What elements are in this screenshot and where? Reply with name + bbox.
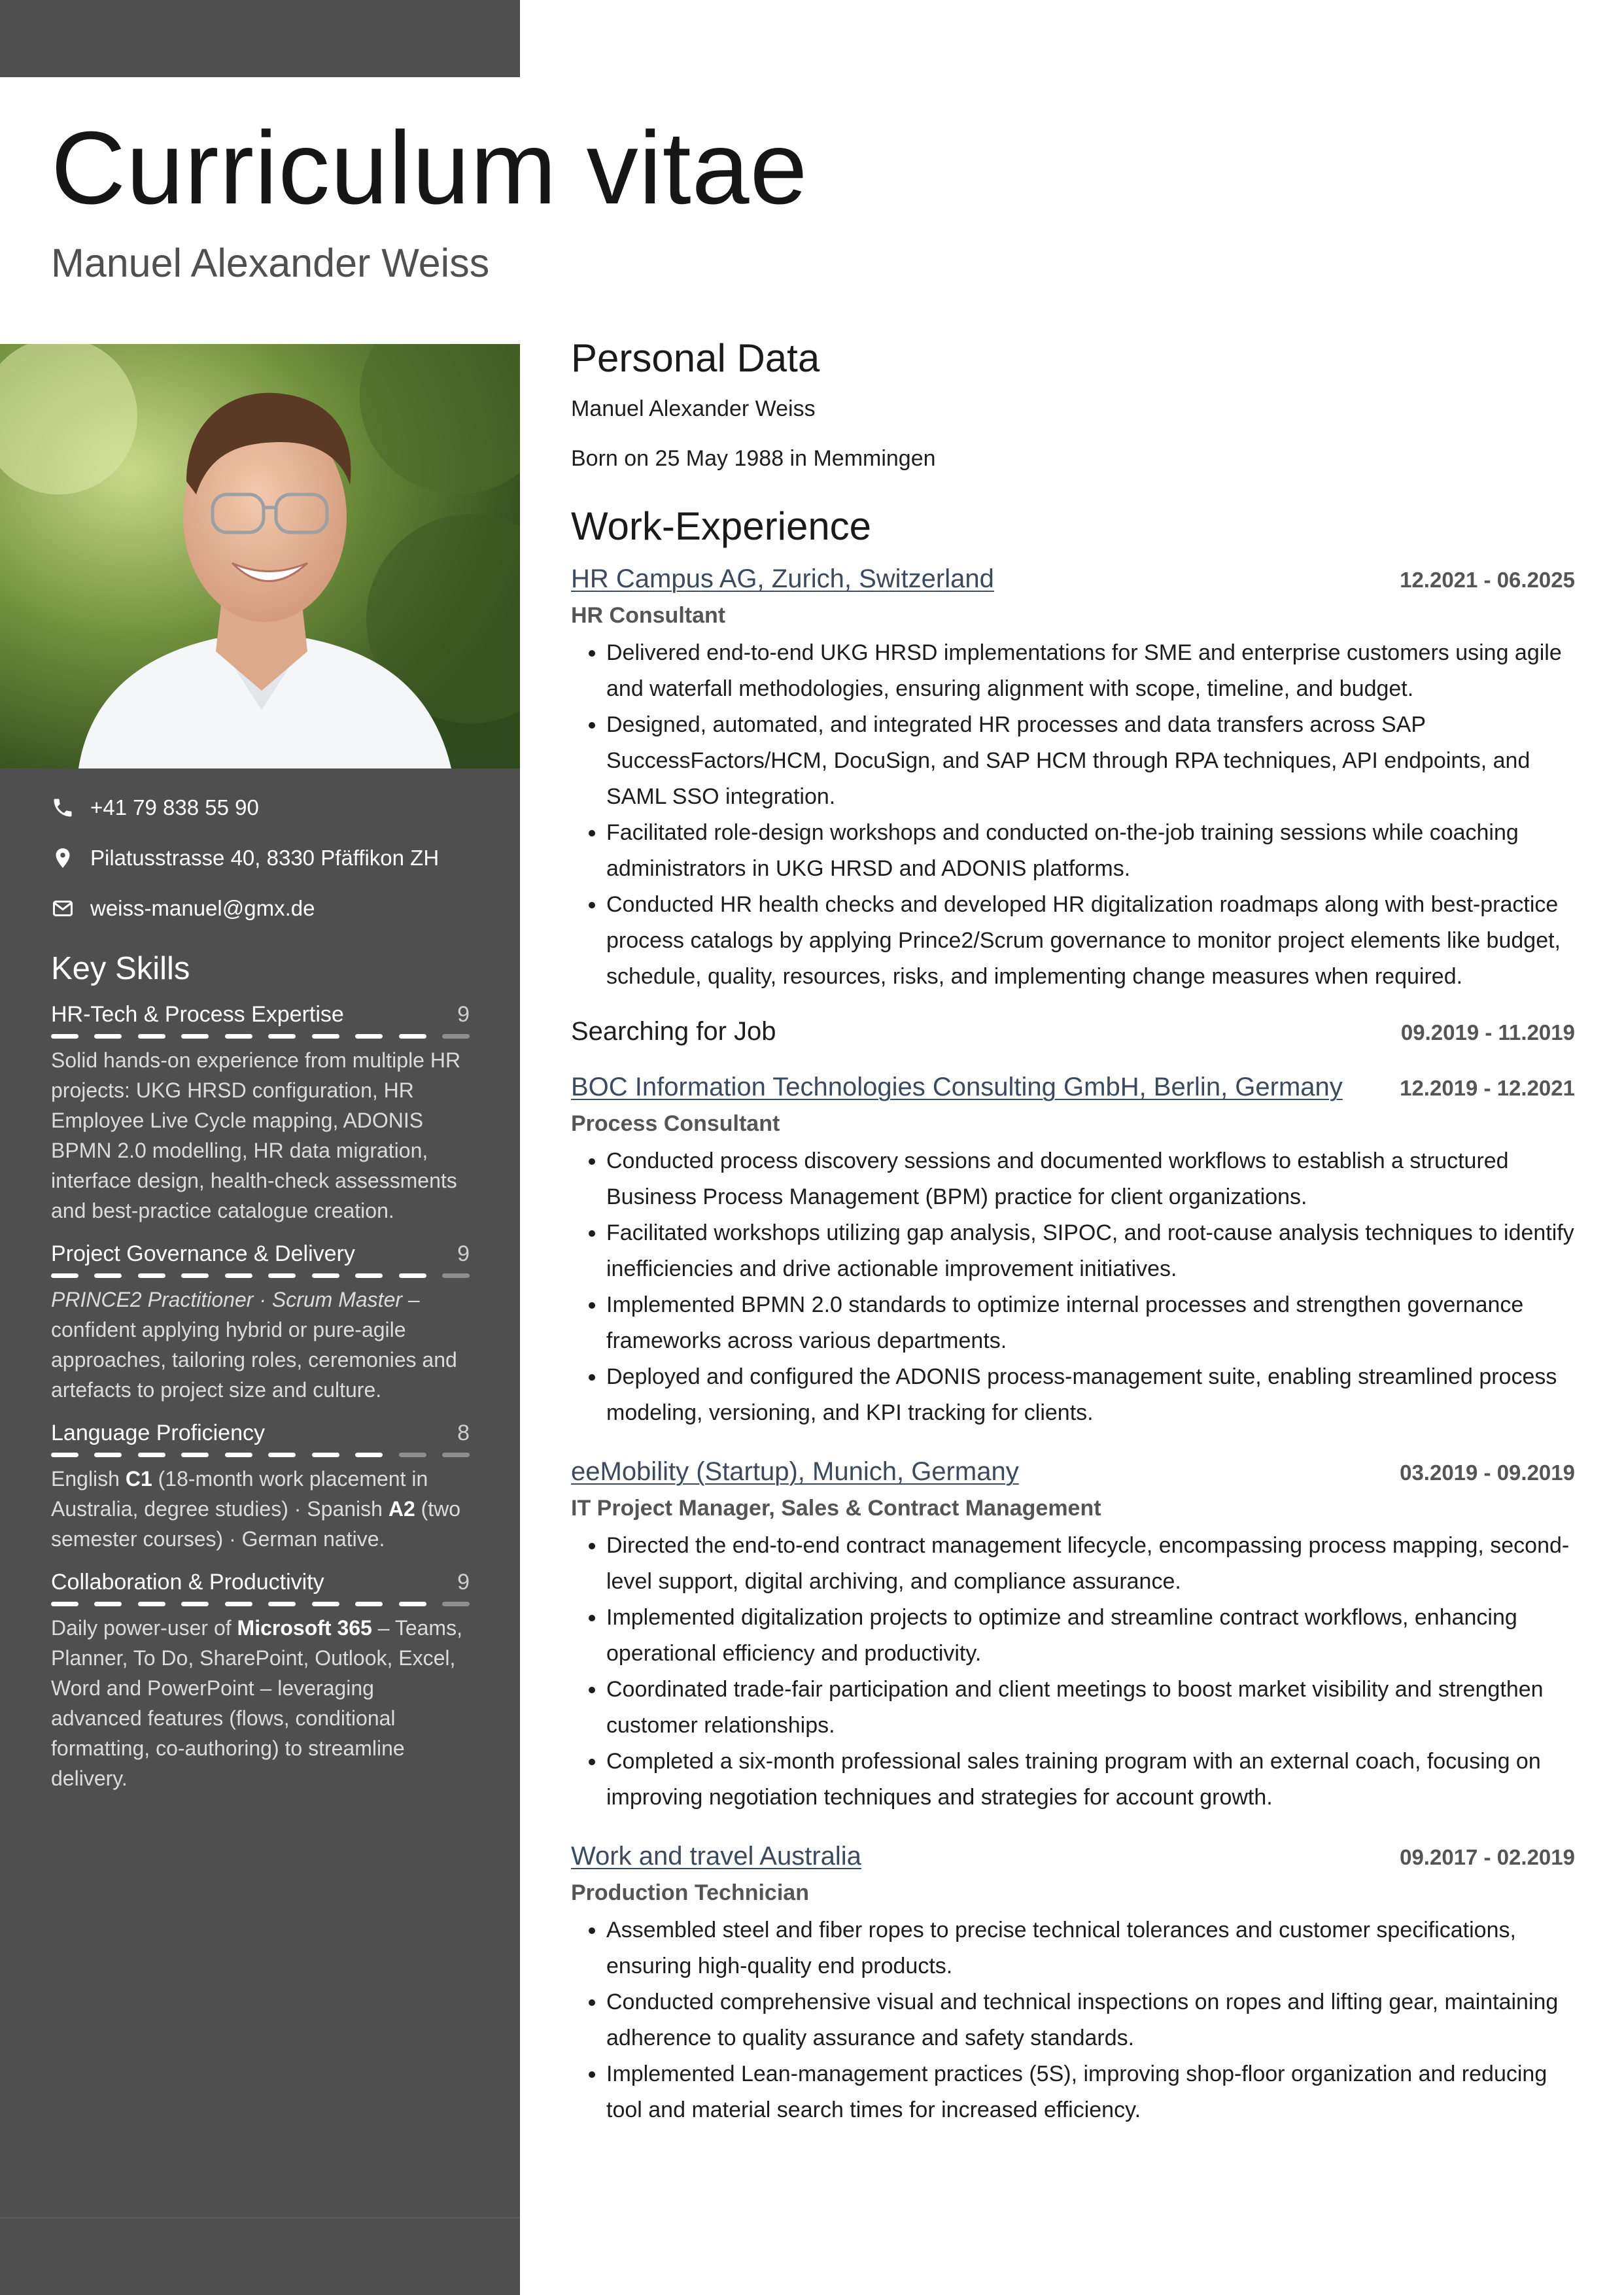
- job-entry: [571, 1842, 1575, 2128]
- job-bullet: • Assembled steel and fiber ropes to precise technical tolerances and customer specifications, ensuring high-quality end products.: [606, 1912, 1575, 1984]
- rating-dash-filled: [355, 1453, 383, 1457]
- rating-dash-empty: [442, 1602, 470, 1606]
- job-bullet: • Delivered end-to-end UKG HRSD implementations for SME and enterprise customers using agile and waterfall methodologies, ensuring alignment with scope, timeline, and budget.: [606, 635, 1575, 707]
- skill-score: 9: [457, 1241, 470, 1266]
- rating-dash-filled: [138, 1273, 165, 1278]
- desc-text: English: [51, 1466, 126, 1491]
- rating-dash-filled: [225, 1034, 252, 1039]
- job-role: Production Technician: [571, 1880, 809, 1906]
- location-pin-icon: [51, 846, 75, 870]
- job-header: [571, 1842, 1575, 1871]
- contact-block: [51, 790, 496, 941]
- rating-dash-empty: [442, 1034, 470, 1039]
- company-link[interactable]: HR Campus AG, Zurich, Switzerland: [571, 564, 994, 594]
- rating-dash-filled: [51, 1602, 78, 1606]
- skill-language: [51, 1419, 470, 1554]
- company-link[interactable]: Work and travel Australia: [571, 1842, 861, 1871]
- rating-dash-filled: [138, 1602, 165, 1606]
- rating-dash-filled: [225, 1273, 252, 1278]
- rating-dash-filled: [138, 1034, 165, 1039]
- job-entry: [571, 1017, 1575, 1046]
- job-role: Process Consultant: [571, 1111, 780, 1137]
- job-bullets: [571, 635, 1575, 995]
- job-bullets: [571, 1528, 1575, 1816]
- job-header: [571, 564, 1575, 594]
- job-dates: 09.2017 - 02.2019: [1400, 1845, 1575, 1870]
- job-header: [571, 1017, 1575, 1046]
- rating-dash-filled: [268, 1453, 296, 1457]
- skill-collaboration: [51, 1568, 470, 1793]
- job-dates: 12.2021 - 06.2025: [1400, 568, 1575, 593]
- rating-dash-filled: [51, 1273, 78, 1278]
- sidebar-divider: [0, 2217, 520, 2218]
- contact-email: [51, 891, 496, 926]
- job-bullet: • Implemented BPMN 2.0 standards to optimize internal processes and strengthen governance frameworks across various departments.: [606, 1287, 1575, 1359]
- skill-rating-bar: [51, 1273, 470, 1278]
- skill-name: Language Proficiency: [51, 1421, 266, 1445]
- rating-dash-empty: [442, 1453, 470, 1457]
- company-link: Searching for Job: [571, 1017, 776, 1046]
- rating-dash-filled: [312, 1273, 339, 1278]
- personal-name: Manuel Alexander Weiss: [571, 396, 816, 421]
- job-bullets: [571, 1912, 1575, 2128]
- skill-description: [51, 1464, 470, 1554]
- rating-dash-filled: [181, 1453, 209, 1457]
- rating-dash-filled: [94, 1034, 122, 1039]
- email-address[interactable]: weiss-manuel@gmx.de: [90, 896, 315, 920]
- personal-birth: Born on 25 May 1988 in Memmingen: [571, 445, 936, 471]
- job-bullet: • Implemented Lean-management practices (5S), improving shop-floor organization and reducing tool and material search times for increased efficiency.: [606, 2056, 1575, 2128]
- rating-dash-empty: [399, 1453, 426, 1457]
- skill-score: 9: [457, 1002, 470, 1027]
- desc-text: (18-month work placement in Australia, degree studies) · Spanish: [51, 1466, 428, 1521]
- personal-data-heading: Personal Data: [571, 336, 820, 380]
- rating-dash-filled: [51, 1034, 78, 1039]
- rating-dash-filled: [181, 1602, 209, 1606]
- skill-score: 8: [457, 1421, 470, 1445]
- rating-dash-filled: [399, 1273, 426, 1278]
- desc-text: Daily power-user of: [51, 1615, 237, 1640]
- skill-project-governance: [51, 1240, 470, 1405]
- desc-level: A2: [388, 1496, 415, 1521]
- job-bullet: • Coordinated trade-fair participation and client meetings to boost market visibility and strengthen customer relationships.: [606, 1672, 1575, 1744]
- contact-address: [51, 840, 496, 876]
- contact-phone: [51, 790, 496, 825]
- job-bullet: • Facilitated workshops utilizing gap analysis, SIPOC, and root-cause analysis techniques to identify inefficiencies and drive actionable improvement initiatives.: [606, 1215, 1575, 1287]
- job-entry: [571, 1457, 1575, 1816]
- job-dates: 12.2019 - 12.2021: [1400, 1076, 1575, 1101]
- skill-description: [51, 1613, 470, 1793]
- rating-dash-filled: [181, 1273, 209, 1278]
- rating-dash-filled: [181, 1034, 209, 1039]
- rating-dash-filled: [94, 1602, 122, 1606]
- rating-dash-filled: [312, 1453, 339, 1457]
- rating-dash-filled: [94, 1453, 122, 1457]
- skill-rating-bar: [51, 1453, 470, 1457]
- job-dates: 03.2019 - 09.2019: [1400, 1460, 1575, 1485]
- rating-dash-filled: [94, 1273, 122, 1278]
- skill-name: HR-Tech & Process Expertise: [51, 1002, 344, 1027]
- rating-dash-empty: [442, 1273, 470, 1278]
- skill-score: 9: [457, 1570, 470, 1595]
- job-bullet: • Facilitated role-design workshops and conducted on-the-job training sessions while coaching administrators in UKG HRSD and ADONIS platforms.: [606, 815, 1575, 887]
- skill-name: Collaboration & Productivity: [51, 1570, 324, 1595]
- skill-rating-bar: [51, 1602, 470, 1606]
- skill-hr-tech: [51, 1001, 470, 1226]
- skill-description-text: – confident applying hybrid or pure-agile approaches, tailoring roles, ceremonies and artefacts to project size and culture.: [51, 1287, 457, 1402]
- rating-dash-filled: [225, 1453, 252, 1457]
- job-bullet: • Designed, automated, and integrated HR processes and data transfers across SAP SuccessFactors/HCM, DocuSign, and SAP HCM through RPA techniques, API endpoints, and SAML SSO integration.: [606, 707, 1575, 815]
- candidate-name: Manuel Alexander Weiss: [51, 241, 490, 285]
- phone-number[interactable]: +41 79 838 55 90: [90, 795, 259, 820]
- rating-dash-filled: [51, 1453, 78, 1457]
- address-text: Pilatusstrasse 40, 8330 Pfäffikon ZH: [90, 846, 440, 870]
- job-header: [571, 1073, 1575, 1102]
- job-entry: [571, 1073, 1575, 1431]
- job-bullet: • Implemented digitalization projects to optimize and streamline contract workflows, enhancing operational efficiency and productivity.: [606, 1600, 1575, 1672]
- page-title: Curriculum vitae: [51, 111, 808, 226]
- job-role: HR Consultant: [571, 603, 726, 629]
- job-bullet: • Directed the end-to-end contract management lifecycle, encompassing process mapping, second-level support, digital archiving, and compliance assurance.: [606, 1528, 1575, 1600]
- rating-dash-filled: [138, 1453, 165, 1457]
- job-role: IT Project Manager, Sales & Contract Management: [571, 1496, 1101, 1521]
- rating-dash-filled: [312, 1034, 339, 1039]
- mail-icon: [51, 897, 75, 920]
- skill-description: [51, 1285, 470, 1405]
- skill-name: Project Governance & Delivery: [51, 1241, 355, 1266]
- rating-dash-filled: [355, 1273, 383, 1278]
- work-experience-list: [571, 564, 1575, 2128]
- sidebar-top-bar: [0, 0, 520, 77]
- job-bullet: • Completed a six-month professional sales training program with an external coach, focusing on improving negotiation techniques and strategies for account growth.: [606, 1744, 1575, 1816]
- rating-dash-filled: [225, 1602, 252, 1606]
- rating-dash-filled: [355, 1034, 383, 1039]
- job-bullet: • Deployed and configured the ADONIS process-management suite, enabling streamlined process modeling, versioning, and KPI tracking for clients.: [606, 1359, 1575, 1431]
- phone-icon: [51, 796, 75, 820]
- desc-highlight: Microsoft 365: [237, 1615, 372, 1640]
- skill-rating-bar: [51, 1034, 470, 1039]
- job-bullet: • Conducted process discovery sessions and documented workflows to establish a structured Business Process Management (BPM) practice for client organizations.: [606, 1143, 1575, 1215]
- job-entry: [571, 564, 1575, 995]
- main-column: [571, 335, 1575, 2128]
- job-bullet: • Conducted comprehensive visual and technical inspections on ropes and lifting gear, maintaining adherence to quality assurance and safety standards.: [606, 1984, 1575, 2056]
- work-experience-heading: Work-Experience: [571, 504, 872, 549]
- rating-dash-filled: [355, 1602, 383, 1606]
- profile-photo: [0, 344, 520, 768]
- company-link[interactable]: eeMobility (Startup), Munich, Germany: [571, 1457, 1019, 1487]
- rating-dash-filled: [399, 1602, 426, 1606]
- desc-text: (two semester courses) · German native.: [51, 1496, 461, 1551]
- rating-dash-filled: [312, 1602, 339, 1606]
- rating-dash-filled: [268, 1034, 296, 1039]
- desc-text: – Teams, Planner, To Do, SharePoint, Outlook, Excel, Word and PowerPoint – leveraging advanced features (flows, conditional formatting, co-authoring) to streamline delivery.: [51, 1615, 462, 1790]
- company-link[interactable]: BOC Information Technologies Consulting GmbH, Berlin, Germany: [571, 1073, 1343, 1102]
- rating-dash-filled: [268, 1602, 296, 1606]
- key-skills-heading: Key Skills: [51, 951, 190, 986]
- rating-dash-filled: [268, 1273, 296, 1278]
- job-dates: 09.2019 - 11.2019: [1400, 1020, 1575, 1045]
- rating-dash-filled: [399, 1034, 426, 1039]
- desc-level: C1: [125, 1466, 152, 1491]
- job-header: [571, 1457, 1575, 1487]
- skill-description: Solid hands-on experience from multiple HR projects: UKG HRSD configuration, HR Employee Live Cycle mapping, ADONIS BPMN 2.0 modelling, HR data migration, interface design, health-check assessments and best-practice catalogue creation.: [51, 1048, 461, 1222]
- job-bullet: • Conducted HR health checks and developed HR digitalization roadmaps along with best-practice process catalogs by applying Prince2/Scrum governance to monitor project elements like budget, schedule, quality, resources, risks, and implementing change measures when required.: [606, 887, 1575, 995]
- skill-certifications: PRINCE2 Practitioner · Scrum Master: [51, 1287, 403, 1311]
- job-bullets: [571, 1143, 1575, 1431]
